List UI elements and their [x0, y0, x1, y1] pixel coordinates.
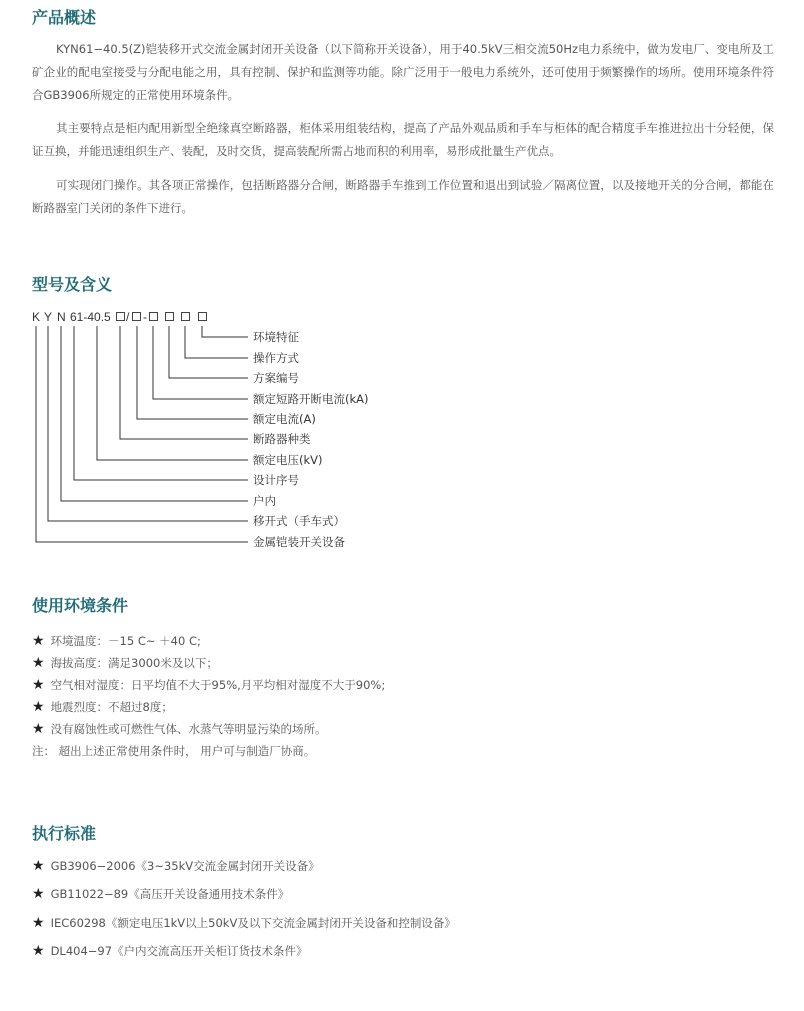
standard-item-text: DL404−97《户内交流高压开关柜订货技术条件》: [50, 944, 308, 958]
code-label-environment: 环境特征: [253, 330, 299, 344]
code-number: 61-40.5: [70, 310, 111, 324]
star-icon: ★: [32, 915, 45, 931]
star-icon: ★: [32, 943, 45, 959]
code-label-indoor: 户内: [253, 494, 276, 508]
star-icon: ★: [32, 721, 45, 737]
star-icon: ★: [32, 655, 45, 671]
list-item: [32, 699, 173, 715]
code-label-rated-voltage: 额定电压(kV): [253, 453, 323, 467]
overview-title: 产品概述: [32, 8, 97, 27]
code-label-breaking-current: 额定短路开断电流(kA): [253, 392, 369, 406]
code-label-withdrawable: 移开式（手车式）: [253, 514, 345, 528]
code-k: K: [32, 310, 41, 324]
model-title: 型号及含义: [32, 275, 113, 294]
environment-item-text: 环境温度：－15 C~ ＋40 C;: [50, 634, 201, 648]
code-box-4: [165, 312, 174, 321]
code-n: N: [57, 310, 66, 324]
list-item: [32, 633, 201, 649]
code-box-3: [149, 312, 158, 321]
standards-title: 执行标准: [32, 824, 97, 843]
star-icon: ★: [32, 699, 45, 715]
standard-item-text: GB11022−89《高压开关设备通用技术条件》: [50, 887, 290, 901]
list-item: [32, 886, 289, 902]
environment-title: 使用环境条件: [32, 596, 129, 615]
code-label-design-no: 设计序号: [253, 473, 299, 487]
code-label-rated-current: 额定电流(A): [253, 412, 316, 426]
code-box-1: [116, 312, 125, 321]
environment-item-text: 海拔高度：满足3000米及以下；: [50, 656, 218, 670]
environment-note: 注： 超出上述正常使用条件时， 用户可与制造厂协商。: [32, 744, 316, 758]
star-icon: ★: [32, 677, 45, 693]
code-label-scheme: 方案编号: [253, 371, 299, 385]
code-label-metal-clad: 金属铠装开关设备: [253, 535, 345, 549]
star-icon: ★: [32, 858, 45, 874]
list-item: [32, 943, 308, 959]
overview-paragraph-1: KYN61−40.5(Z)铠装移开式交流金属封闭开关设备（以下简称开关设备），用于40.5kV三相交流50Hz电力系统中，做为发电厂、变电所及工矿企业的配电室接受与分配电能之用，具有控制、保护和监测等功能。除广泛用于一般电力系统外，还可使用于频繁操作的场所。使用环境条件符合GB3906所规定的正常使用环境条件。: [32, 42, 774, 102]
list-item: [32, 915, 456, 931]
list-item: [32, 858, 320, 874]
code-dash-1: -: [143, 310, 147, 324]
star-icon: ★: [32, 886, 45, 902]
code-slash: /: [126, 310, 130, 324]
code-label-breaker-type: 断路器种类: [253, 432, 311, 446]
list-item: [32, 677, 385, 693]
code-y: Y: [44, 310, 53, 324]
star-icon: ★: [32, 633, 45, 649]
standard-item-text: IEC60298《额定电压1kV以上50kV及以下交流金属封闭开关设备和控制设备》: [50, 916, 456, 930]
list-item: [32, 655, 218, 671]
overview-paragraph-3: 可实现闭门操作。其各项正常操作，包括断路器分合闸，断路器手车推到工作位置和退出到试验／隔离位置，以及接地开关的分合闸，都能在断路器室门关闭的条件下进行。: [32, 178, 774, 215]
environment-item-text: 地震烈度：不超过8度；: [50, 700, 173, 714]
code-label-operation: 操作方式: [253, 351, 299, 365]
standard-item-text: GB3906−2006《3~35kV交流金属封闭开关设备》: [50, 859, 320, 873]
code-box-2: [132, 312, 141, 321]
list-item: [32, 721, 327, 737]
environment-item-text: 空气相对湿度：日平均值不大于95%,月平均相对湿度不大于90%;: [50, 678, 386, 692]
environment-item-text: 没有腐蚀性或可燃性气体、水蒸气等明显污染的场所。: [50, 722, 327, 736]
code-box-5: [181, 312, 190, 321]
overview-paragraph-2: 其主要特点是柜内配用新型全绝缘真空断路器，柜体采用组装结构，提高了产品外观品质和手车与柜体的配合精度手车推进拉出十分轻便，保证互换，并能迅速组织生产、装配，及时交货，提高装配所需占地而积的利用率，易形成批量生产优点。: [32, 121, 774, 158]
code-box-6: [198, 312, 207, 321]
